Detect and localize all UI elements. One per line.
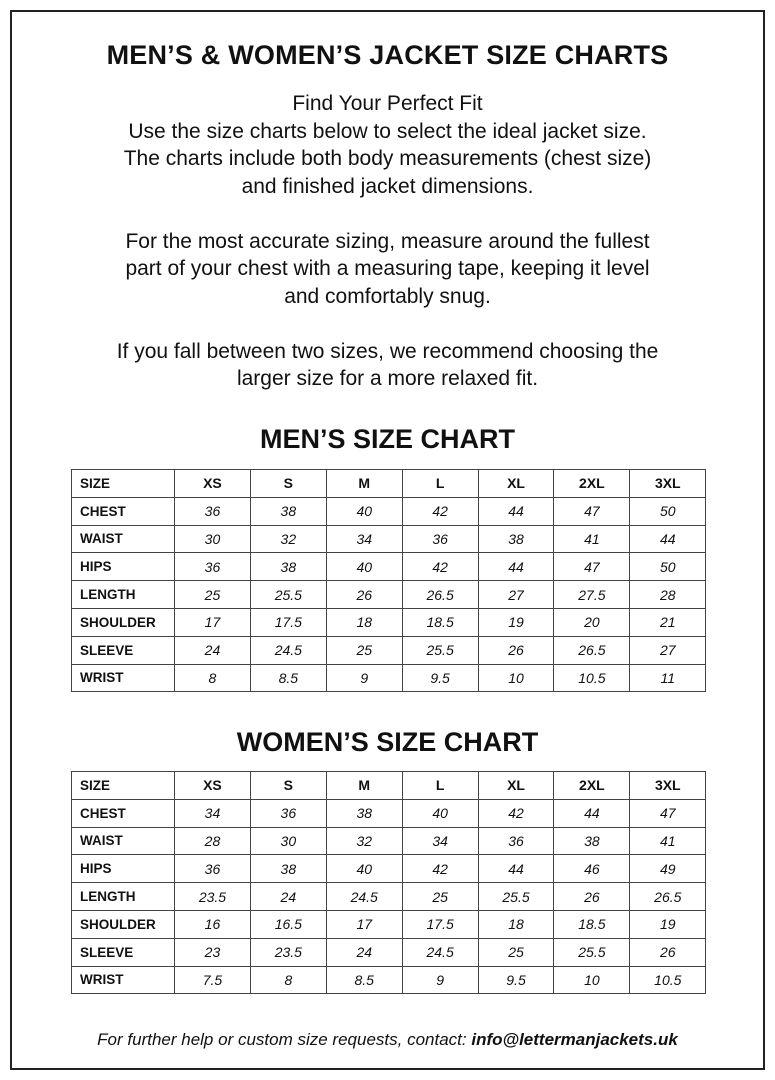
measurement-cell: 44: [478, 553, 554, 581]
measurement-cell: 20: [554, 608, 630, 636]
measurement-label: SLEEVE: [72, 938, 175, 966]
measurement-cell: 26: [630, 938, 706, 966]
measurement-cell: 34: [175, 799, 251, 827]
measurement-cell: 27: [630, 636, 706, 664]
measurement-cell: 24: [250, 883, 326, 911]
measure-instruction-line: For the most accurate sizing, measure around the fullest: [125, 229, 650, 253]
measurement-cell: 8: [250, 966, 326, 994]
measurement-cell: 18.5: [402, 608, 478, 636]
measurement-label: WAIST: [72, 827, 175, 855]
measurement-cell: 23.5: [250, 938, 326, 966]
measurement-cell: 16: [175, 910, 251, 938]
measurement-label: HIPS: [72, 553, 175, 581]
size-header-cell: S: [250, 772, 326, 800]
measurement-cell: 40: [402, 799, 478, 827]
measurement-cell: 25: [478, 938, 554, 966]
measurement-cell: 9.5: [402, 664, 478, 692]
measurement-label: SLEEVE: [72, 636, 175, 664]
measurement-cell: 36: [175, 497, 251, 525]
measurement-cell: 34: [402, 827, 478, 855]
measurement-cell: 11: [630, 664, 706, 692]
measurement-cell: 24.5: [250, 636, 326, 664]
measurement-cell: 25.5: [554, 938, 630, 966]
measurement-cell: 10: [478, 664, 554, 692]
measurement-label: LENGTH: [72, 581, 175, 609]
measurement-cell: 38: [250, 497, 326, 525]
table-row: [72, 938, 706, 966]
size-header-cell: M: [326, 772, 402, 800]
measurement-cell: 8.5: [250, 664, 326, 692]
measurement-cell: 36: [175, 553, 251, 581]
measurement-cell: 17.5: [402, 910, 478, 938]
measurement-cell: 28: [175, 827, 251, 855]
measurement-cell: 19: [630, 910, 706, 938]
measurement-cell: 32: [326, 827, 402, 855]
measurement-label: WRIST: [72, 664, 175, 692]
table-row: [72, 966, 706, 994]
size-header-cell: XL: [478, 470, 554, 498]
measurement-cell: 41: [630, 827, 706, 855]
measurement-cell: 44: [478, 855, 554, 883]
measurement-cell: 10: [554, 966, 630, 994]
size-column-header: SIZE: [72, 470, 175, 498]
footer-contact: [0, 1030, 775, 1050]
measurement-cell: 46: [554, 855, 630, 883]
measurement-cell: 38: [250, 553, 326, 581]
measurement-cell: 9: [402, 966, 478, 994]
intro-line: The charts include both body measurements (chest size): [123, 147, 652, 170]
womens-size-table: [71, 771, 706, 994]
measurement-cell: 24: [175, 636, 251, 664]
mens-chart-title: MEN’S SIZE CHART: [259, 424, 515, 454]
measurement-cell: 17: [175, 608, 251, 636]
table-row: [72, 636, 706, 664]
mens-size-table: [71, 469, 706, 692]
measurement-cell: 50: [630, 553, 706, 581]
measurement-cell: 42: [402, 855, 478, 883]
size-header-cell: XS: [175, 470, 251, 498]
measurement-cell: 9.5: [478, 966, 554, 994]
measurement-cell: 36: [175, 855, 251, 883]
measurement-cell: 44: [554, 799, 630, 827]
measurement-cell: 16.5: [250, 910, 326, 938]
measurement-cell: 7.5: [175, 966, 251, 994]
size-header-cell: XL: [478, 772, 554, 800]
measurement-cell: 36: [402, 525, 478, 553]
measurement-cell: 47: [630, 799, 706, 827]
measurement-cell: 44: [478, 497, 554, 525]
measurement-cell: 27: [478, 581, 554, 609]
measurement-cell: 10.5: [554, 664, 630, 692]
measurement-cell: 17: [326, 910, 402, 938]
table-row: [72, 553, 706, 581]
measurement-label: HIPS: [72, 855, 175, 883]
measure-instruction-line: part of your chest with a measuring tape, keeping it level: [125, 257, 650, 280]
size-column-header: SIZE: [72, 772, 175, 800]
measurement-cell: 34: [326, 525, 402, 553]
table-row: [72, 855, 706, 883]
measurement-cell: 8: [175, 664, 251, 692]
measurement-cell: 9: [326, 664, 402, 692]
measurement-cell: 26.5: [630, 883, 706, 911]
table-row: [72, 910, 706, 938]
table-row: [72, 608, 706, 636]
measurement-cell: 24.5: [326, 883, 402, 911]
measurement-label: WRIST: [72, 966, 175, 994]
measurement-cell: 24: [326, 938, 402, 966]
measurement-cell: 25.5: [402, 636, 478, 664]
size-header-cell: 3XL: [630, 470, 706, 498]
measurement-cell: 44: [630, 525, 706, 553]
measurement-cell: 30: [175, 525, 251, 553]
measurement-cell: 26.5: [554, 636, 630, 664]
measurement-cell: 25: [175, 581, 251, 609]
measurement-cell: 18: [326, 608, 402, 636]
womens-chart-title: WOMEN’S SIZE CHART: [236, 727, 539, 757]
measurement-cell: 24.5: [402, 938, 478, 966]
size-header-cell: S: [250, 470, 326, 498]
measurement-cell: 25.5: [250, 581, 326, 609]
size-header-cell: 2XL: [554, 470, 630, 498]
measurement-cell: 19: [478, 608, 554, 636]
measurement-cell: 40: [326, 553, 402, 581]
measurement-cell: 36: [250, 799, 326, 827]
measurement-cell: 18.5: [554, 910, 630, 938]
measurement-cell: 8.5: [326, 966, 402, 994]
table-row: [72, 497, 706, 525]
intro-line: and finished jacket dimensions.: [241, 174, 534, 198]
measurement-cell: 23: [175, 938, 251, 966]
measurement-label: LENGTH: [72, 883, 175, 911]
sizing-advice-line: If you fall between two sizes, we recommend choosing the: [116, 339, 659, 363]
table-row: [72, 664, 706, 692]
table-row: [72, 525, 706, 553]
measurement-cell: 49: [630, 855, 706, 883]
contact-email-link[interactable]: info@lettermanjackets.uk: [471, 1030, 678, 1049]
measurement-cell: 50: [630, 497, 706, 525]
measurement-label: CHEST: [72, 497, 175, 525]
measurement-cell: 25: [402, 883, 478, 911]
measurement-label: CHEST: [72, 799, 175, 827]
table-row: [72, 581, 706, 609]
size-header-cell: 3XL: [630, 772, 706, 800]
page-title: MEN’S & WOMEN’S JACKET SIZE CHARTS: [106, 40, 669, 70]
measurement-cell: 18: [478, 910, 554, 938]
intro-subtitle: Find Your Perfect Fit: [292, 92, 483, 115]
measurement-cell: 26.5: [402, 581, 478, 609]
size-header-cell: XS: [175, 772, 251, 800]
footer-text: For further help or custom size requests, contact:: [97, 1030, 472, 1049]
intro-line: Use the size charts below to select the ideal jacket size.: [128, 119, 647, 143]
measurement-cell: 47: [554, 553, 630, 581]
size-header-cell: 2XL: [554, 772, 630, 800]
size-header-cell: M: [326, 470, 402, 498]
measurement-cell: 42: [402, 497, 478, 525]
measurement-cell: 47: [554, 497, 630, 525]
intro-text: [30, 90, 745, 393]
measurement-cell: 38: [554, 827, 630, 855]
measurement-cell: 41: [554, 525, 630, 553]
measurement-cell: 17.5: [250, 608, 326, 636]
measurement-cell: 38: [478, 525, 554, 553]
sizing-advice-line: larger size for a more relaxed fit.: [236, 367, 539, 390]
measurement-cell: 40: [326, 497, 402, 525]
size-header-cell: L: [402, 772, 478, 800]
measurement-cell: 25.5: [478, 883, 554, 911]
measurement-cell: 38: [326, 799, 402, 827]
measurement-cell: 28: [630, 581, 706, 609]
measurement-cell: 36: [478, 827, 554, 855]
measurement-cell: 10.5: [630, 966, 706, 994]
measurement-label: SHOULDER: [72, 608, 175, 636]
measurement-label: WAIST: [72, 525, 175, 553]
measurement-cell: 38: [250, 855, 326, 883]
measurement-cell: 26: [326, 581, 402, 609]
table-header-row: [72, 772, 706, 800]
measurement-cell: 23.5: [175, 883, 251, 911]
measurement-cell: 26: [478, 636, 554, 664]
measurement-cell: 25: [326, 636, 402, 664]
measurement-cell: 26: [554, 883, 630, 911]
measurement-cell: 21: [630, 608, 706, 636]
table-header-row: [72, 470, 706, 498]
measurement-cell: 30: [250, 827, 326, 855]
measurement-cell: 32: [250, 525, 326, 553]
measure-instruction-line: and comfortably snug.: [284, 284, 491, 308]
measurement-cell: 42: [402, 553, 478, 581]
table-row: [72, 883, 706, 911]
measurement-cell: 27.5: [554, 581, 630, 609]
table-row: [72, 827, 706, 855]
measurement-cell: 42: [478, 799, 554, 827]
table-row: [72, 799, 706, 827]
measurement-cell: 40: [326, 855, 402, 883]
measurement-label: SHOULDER: [72, 910, 175, 938]
size-header-cell: L: [402, 470, 478, 498]
